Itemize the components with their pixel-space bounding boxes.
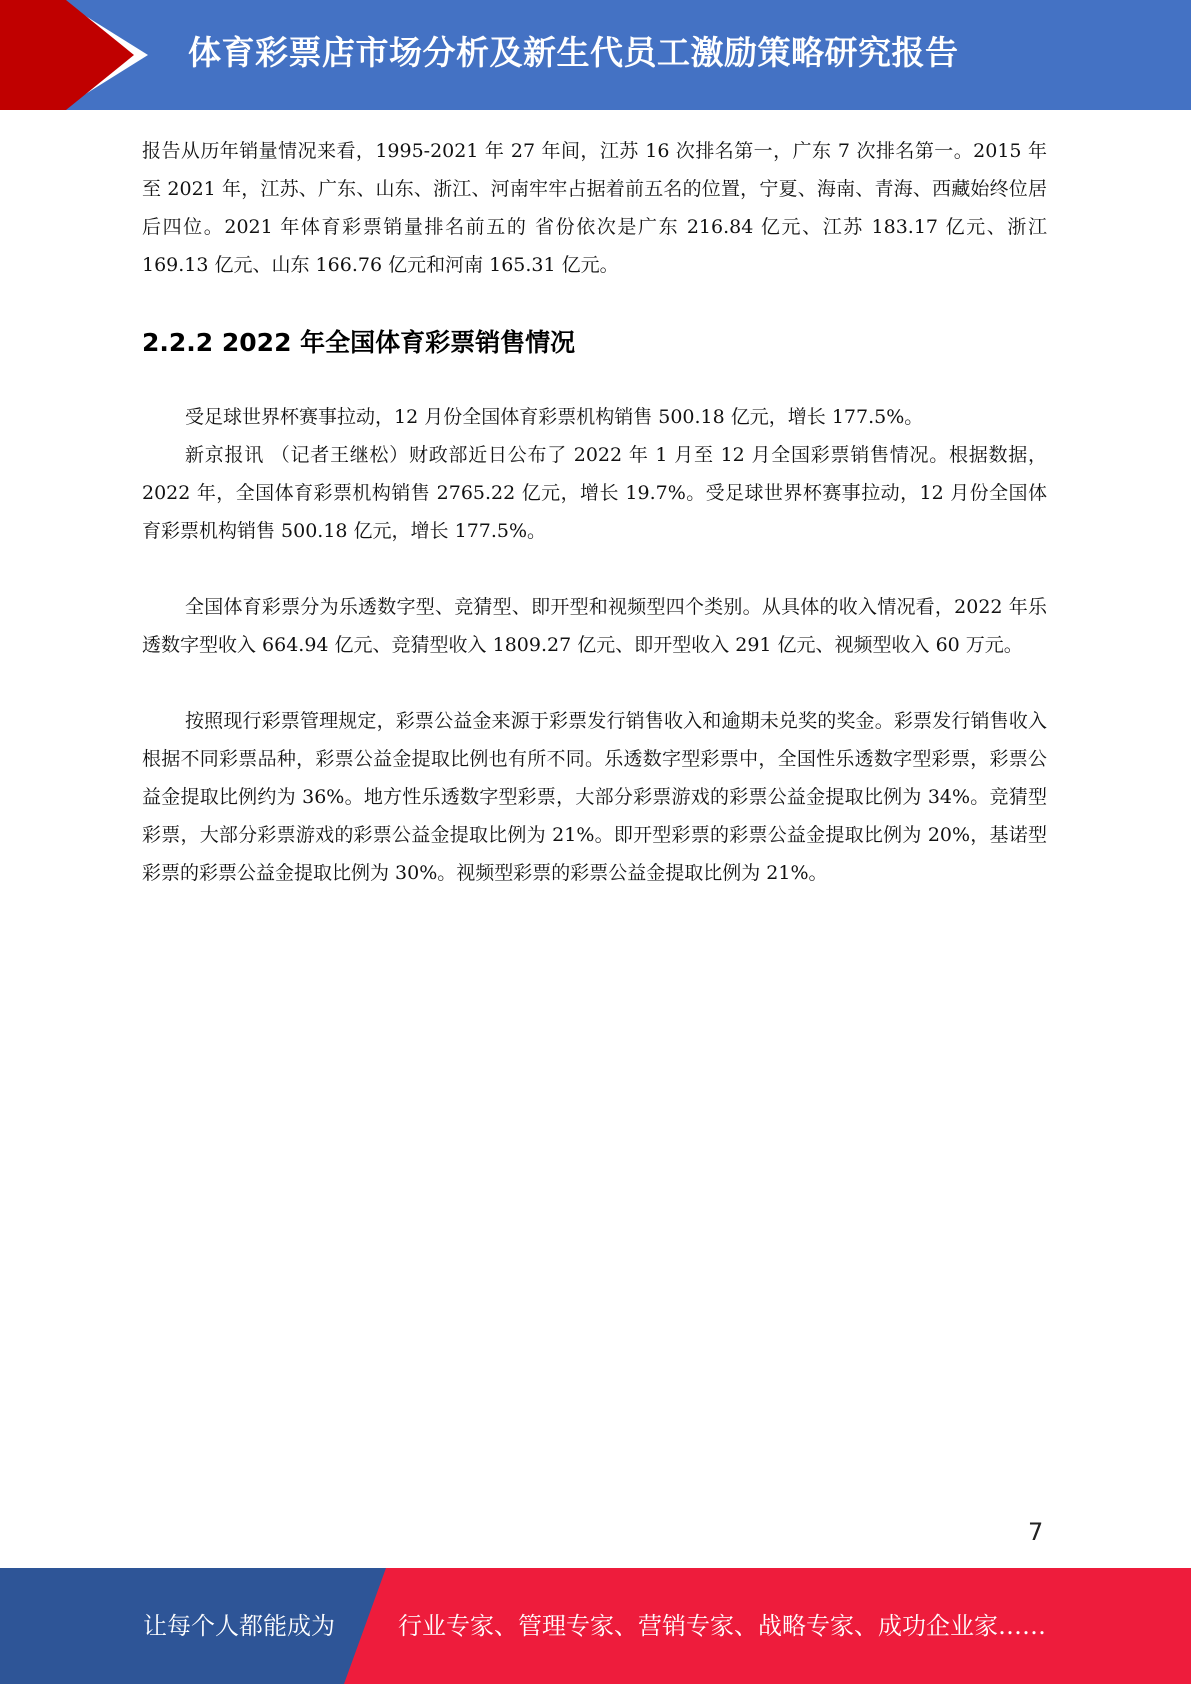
section-heading-2-2-2: 2.2.2 2022 年全国体育彩票销售情况 bbox=[142, 328, 576, 357]
report-title: 体育彩票店市场分析及新生代员工激励策略研究报告 bbox=[188, 33, 959, 72]
footer-slogan-left: 让每个人都能成为 bbox=[143, 1612, 335, 1640]
page-header bbox=[0, 0, 1191, 110]
paragraph-news-report: 新京报讯 （记者王继松）财政部近日公布了 2022 年 1 月至 12 月全国彩票销售情况。根据数据，2022 年，全国体育彩票机构销售 2765.22 亿元，增长 19.7%。受足球世界杯赛事拉动，12 月份全国体育彩票机构销售 500.18 亿元，增长 177.5%。 bbox=[142, 444, 1047, 542]
paragraph-lottery-categories: 全国体育彩票分为乐透数字型、竞猜型、即开型和视频型四个类别。从具体的收入情况看，2022 年乐透数字型收入 664.94 亿元、竞猜型收入 1809.27 亿元、即开型收入 291 亿元、视频型收入 60 万元。 bbox=[142, 596, 1047, 656]
footer-slogan-right: 行业专家、管理专家、营销专家、战略专家、成功企业家…… bbox=[398, 1612, 1046, 1640]
page-footer bbox=[0, 1568, 1191, 1684]
paragraph-welfare-fund-rules: 按照现行彩票管理规定，彩票公益金来源于彩票发行销售收入和逾期未兑奖的奖金。彩票发行销售收入根据不同彩票品种，彩票公益金提取比例也有所不同。乐透数字型彩票中，全国性乐透数字型彩票，彩票公益金提取比例约为 36%。地方性乐透数字型彩票，大部分彩票游戏的彩票公益金提取比例为 34%。竞猜型彩票，大部分彩票游戏的彩票公益金提取比例为 21%。即开型彩票的彩票公益金提取比例为 20%，基诺型彩票的彩票公益金提取比例为 30%。视频型彩票的彩票公益金提取比例为 21%。 bbox=[142, 710, 1047, 884]
document-body bbox=[142, 132, 1047, 892]
paragraph-spacer bbox=[142, 550, 1047, 588]
header-red-block bbox=[0, 0, 60, 110]
page-number: 7 bbox=[1028, 1518, 1044, 1546]
header-red-arrow-graphic bbox=[0, 0, 160, 110]
paragraph-spacer bbox=[142, 664, 1047, 702]
paragraph-sales-history: 报告从历年销量情况来看，1995-2021 年 27 年间，江苏 16 次排名第一，广东 7 次排名第一。2015 年至 2021 年，江苏、广东、山东、浙江、河南牢牢占据着前五名的位置，宁夏、海南、青海、西藏始终位居后四位。2021 年体育彩票销量排名前五的 省份依次是广东 216.84 亿元、江苏 183.17 亿元、浙江 169.13 亿元、山东 166.76 亿元和河南 165.31 亿元。 bbox=[142, 140, 1047, 276]
paragraph-december-sales: 受足球世界杯赛事拉动，12 月份全国体育彩票机构销售 500.18 亿元，增长 177.5%。 bbox=[185, 406, 924, 428]
